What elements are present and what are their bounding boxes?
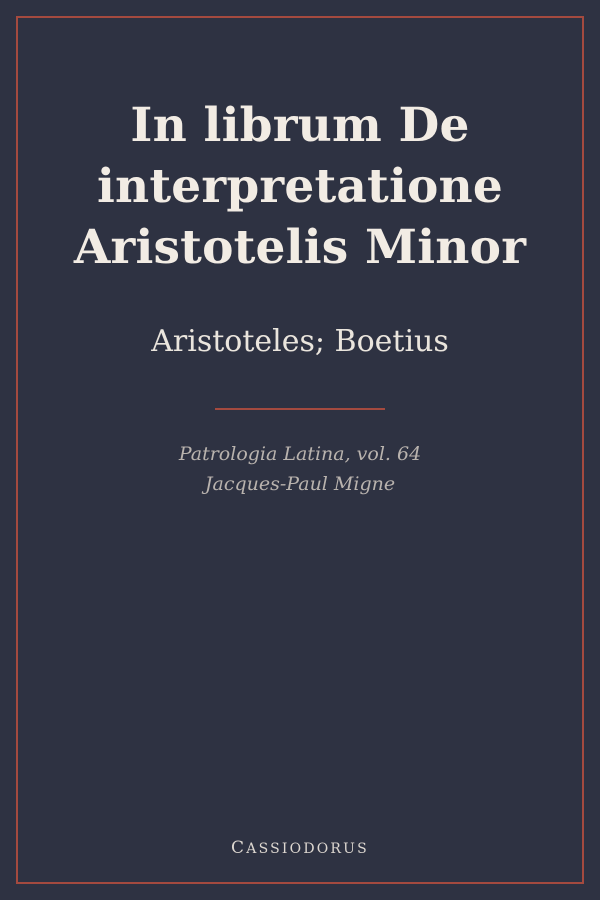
editor-label: Jacques-Paul Migne	[204, 472, 396, 495]
divider-rule	[215, 408, 385, 410]
publisher-name	[0, 838, 600, 858]
publisher-initial: C	[231, 838, 247, 858]
publisher-remainder: ASSIODORUS	[246, 841, 369, 857]
series-label: Patrologia Latina, vol. 64	[178, 443, 422, 466]
book-author: Aristoteles; Boetius	[151, 324, 449, 360]
book-title: In librum De interpretatione Aristotelis Minor	[73, 98, 527, 276]
